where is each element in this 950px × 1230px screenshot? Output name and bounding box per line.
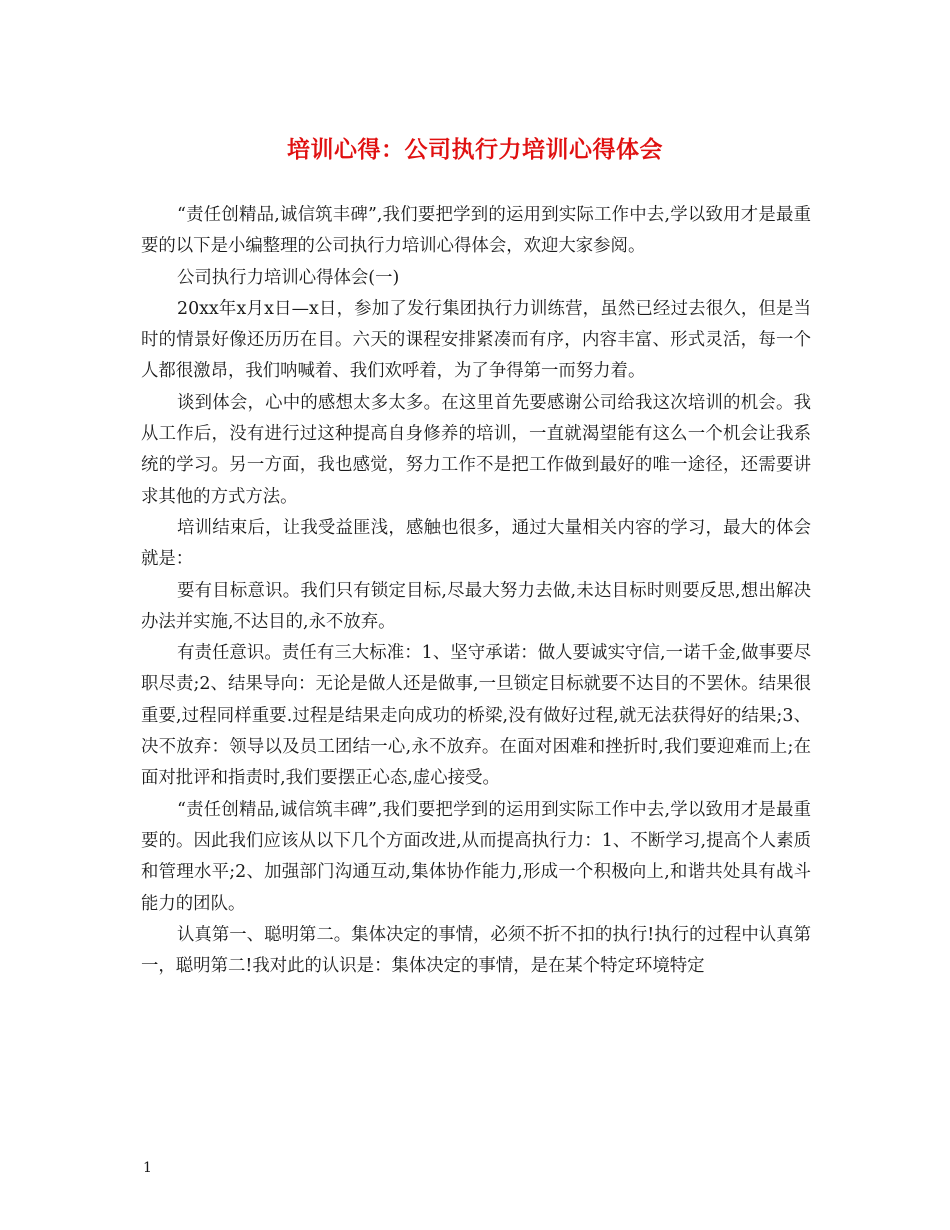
paragraph-goal-awareness: 要有目标意识。我们只有锁定目标,尽最大努力去做,未达目标时则要反思,想出解决办法并实施,不达目的,永不放弃。: [141, 580, 811, 632]
paragraph-improvement: “责任创精品,诚信筑丰碑”,我们要把学到的运用到实际工作中去,学以致用才是最重要的。因此我们应该从以下几个方面改进,从而提高执行力：1、不断学习,提高个人素质和管理水平;2、加强部门沟通互动,集体协作能力,形成一个积极向上,和谐共处具有战斗能力的团队。: [141, 799, 811, 914]
paragraph-reflection: 谈到体会，心中的感想太多太多。在这里首先要感谢公司给我这次培训的机会。我从工作后，没有进行过这种提高自身修养的培训，一直就渴望能有这么一个机会让我系统的学习。另一方面，我也感觉，努力工作不是把工作做到最好的唯一途径，还需要讲求其他的方式方法。: [141, 392, 811, 507]
paragraph-training-camp: 20xx年x月x日—x日，参加了发行集团执行力训练营，虽然已经过去很久，但是当时的情景好像还历历在目。六天的课程安排紧凑而有序，内容丰富、形式灵活，每一个人都很激昂，我们呐喊着、我们欢呼着，为了争得第一而努力着。: [141, 298, 811, 382]
document-title: 培训心得：公司执行力培训心得体会: [287, 136, 663, 163]
page-number: 1: [143, 1160, 152, 1176]
paragraph-section-heading: 公司执行力培训心得体会(一): [177, 267, 400, 288]
paragraph-diligence: 认真第一、聪明第二。集体决定的事情，必须不折不扣的执行!执行的过程中认真第一，聪明第二!我对此的认识是：集体决定的事情，是在某个特定环境特定: [141, 924, 811, 977]
document-body: [141, 200, 811, 982]
paragraph-after-training: 培训结束后，让我受益匪浅，感触也很多，通过大量相关内容的学习，最大的体会就是：: [141, 517, 811, 570]
paragraph-responsibility: 有责任意识。责任有三大标准：1、坚守承诺：做人要诚实守信,一诺千金,做事要尽职尽责;2、结果导向：无论是做人还是做事,一旦锁定目标就要不达目的不罢休。结果很重要,过程同样重要.过程是结果走向成功的桥梁,没有做好过程,就无法获得好的结果;3、决不放弃：领导以及员工团结一心,永不放弃。在面对困难和挫折时,我们要迎难而上;在面对批评和指责时,我们要摆正心态,虚心接受。: [141, 643, 811, 789]
paragraph-intro: “责任创精品,诚信筑丰碑”,我们要把学到的运用到实际工作中去,学以致用才是最重要的以下是小编整理的公司执行力培训心得体会，欢迎大家参阅。: [141, 205, 811, 257]
